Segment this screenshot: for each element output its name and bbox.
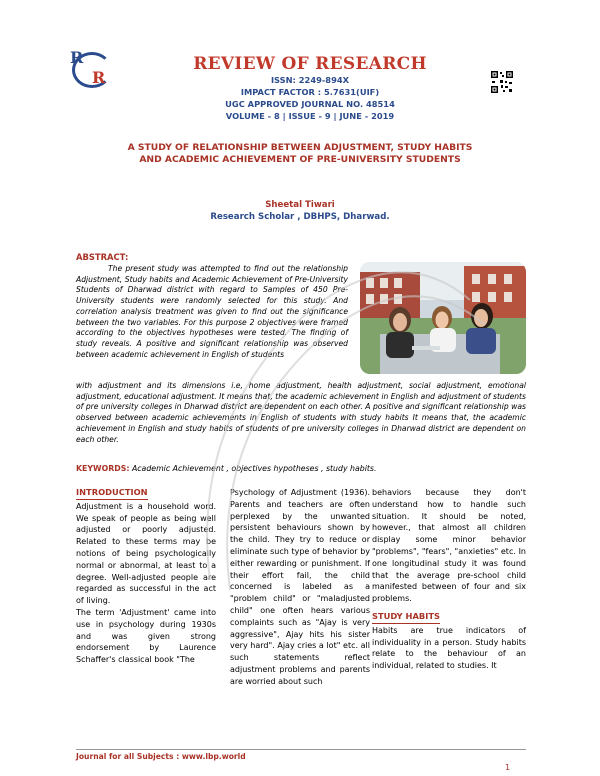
- logo-letter-2: R: [92, 68, 106, 87]
- study-habits-text: Habits are true indicators of individuality in a person. Study habits relate to the behaviour of an individual, related to studies. It: [372, 625, 526, 671]
- keywords-label: KEYWORDS:: [76, 464, 130, 473]
- body-column-1: [76, 487, 216, 666]
- footer-journal: Journal for all Subjects : www.lbp.world: [76, 752, 246, 761]
- keywords: [76, 464, 526, 473]
- volume-issue: VOLUME - 8 | ISSUE - 9 | JUNE - 2019: [225, 111, 395, 121]
- issn: ISSN: 2249-894X: [270, 75, 350, 85]
- article-title: [80, 142, 520, 166]
- column-3-text: behaviors because they don't understand how to handle such situation. It should be noted, however., that almost all children display some minor behavior "problems", "fears", "anxieties" etc. In one longitudinal study it was found that the average pre-school child manifested between of four and six problems.: [372, 488, 526, 604]
- qr-code-icon: [490, 70, 514, 94]
- page-number: 1: [505, 763, 511, 772]
- article-title-line-2: AND ACADEMIC ACHIEVEMENT OF PRE-UNIVERSITY STUDENTS: [139, 154, 461, 165]
- journal-title: REVIEW OF RESEARCH: [193, 54, 427, 74]
- footer-divider: [76, 749, 526, 750]
- abstract-text-part1: The present study was attempted to find out the relationship Adjustment, Study habits and Academic Achievement of Pre-University Students of Dharwad district with regard to Samples of 450 Pre-University students were randomly selected for this study. And correlation analysis treatment was given to find out the significance between the two variables. For this purpose 2 objectives were framed according to the objectives hypotheses were tested. The finding of study reveals. A positive and significant relationship was observed between academic achievement in English of students: [76, 264, 348, 359]
- logo-letter-1: R: [70, 48, 84, 67]
- author-affiliation: Research Scholar , DBHPS, Dharwad.: [210, 212, 390, 222]
- keywords-value: Academic Achievement , objectives hypotheses , study habits.: [131, 464, 377, 473]
- study-habits-heading: STUDY HABITS: [372, 611, 440, 624]
- body-column-2: [230, 487, 370, 688]
- impact-factor: IMPACT FACTOR : 5.7631(UIF): [240, 87, 380, 97]
- journal-logo: [70, 48, 116, 92]
- intro-paragraph-2: The term 'Adjustment' came into use in psychology during 1930s and was given strong endorsement by Laurence Schaffer's classical book "The: [76, 607, 216, 665]
- column-2-text: Psychology of Adjustment (1936). Parents and teachers are often perplexed by the unwanted persistent behaviours shown by the child. They try to reduce or eliminate such type of behavior by either rewarding or punishment. If their effort fail, the child concerned is labeled as a "problem child" or "maladjusted child" one often hears various complaints such as "Ajay is very aggressive", Ajay hits his sister very hard". Ajay cries a lot" etc. all such statements reflect adjustment problems and parents are worried about such: [230, 488, 370, 686]
- intro-paragraph-1: Adjustment is a household word. We speak of people as being well adjusted or poorly adjusted. Related to these terms may be notions of being psychologically normal or abnormal, at least to a degree. Well-adjusted people are regarded as successful in the act of living.: [76, 501, 216, 606]
- abstract-text-part2: with adjustment and its dimensions i.e, home adjustment, health adjustment, social adjustment, emotional adjustment, educational adjustment. It means that, the academic achievement in English and adjustment of students of pre university colleges in Dharwad district are dependent on each other. A positive and significant relationship was observed between academic achievements in English of students with study habits It means that, the academic achievement in English and study habits of students of pre university colleges in Dharwad district are dependent on each other.: [76, 381, 526, 444]
- students-photo: [360, 262, 526, 374]
- body-column-3: [372, 487, 526, 672]
- abstract-heading: ABSTRACT:: [76, 252, 129, 262]
- article-title-line-1: A STUDY OF RELATIONSHIP BETWEEN ADJUSTMENT, STUDY HABITS: [127, 142, 473, 153]
- introduction-heading: INTRODUCTION: [76, 487, 148, 500]
- author-name: Sheetal Tiwari: [265, 200, 335, 210]
- ugc-approval: UGC APPROVED JOURNAL NO. 48514: [225, 99, 395, 109]
